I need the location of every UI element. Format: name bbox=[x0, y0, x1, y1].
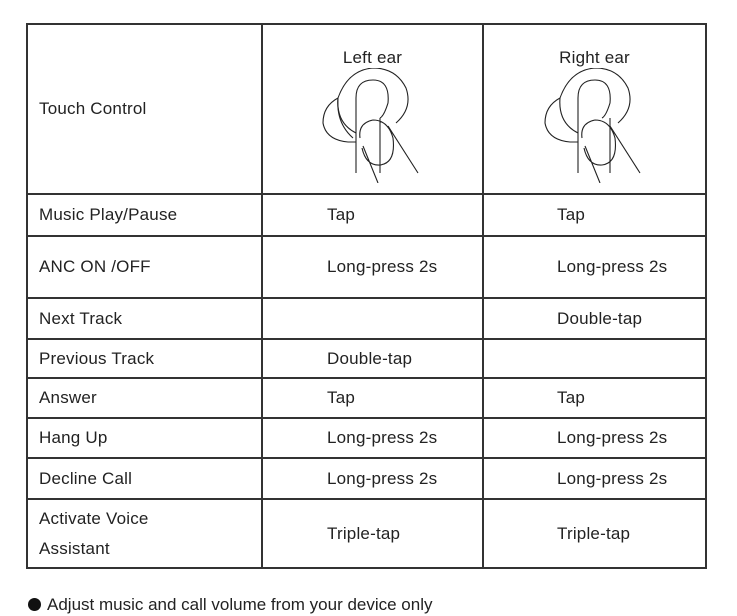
left-ear-cell bbox=[262, 298, 483, 339]
action-cell: Activate Voice Assistant bbox=[27, 499, 262, 568]
left-ear-cell: Triple-tap bbox=[262, 499, 483, 568]
action-cell: Hang Up bbox=[27, 418, 262, 458]
action-cell: Previous Track bbox=[27, 339, 262, 378]
table-row bbox=[27, 499, 706, 568]
note-text: Adjust music and call volume from your device only bbox=[47, 595, 433, 614]
right-ear-cell: Double-tap bbox=[483, 298, 706, 339]
right-ear-cell: Long-press 2s bbox=[483, 418, 706, 458]
right-ear-touch-icon bbox=[540, 68, 650, 183]
table-row bbox=[27, 458, 706, 499]
action-cell: Answer bbox=[27, 378, 262, 418]
header-touch-control: Touch Control bbox=[27, 24, 262, 194]
header-left-ear bbox=[262, 24, 483, 194]
action-cell: Decline Call bbox=[27, 458, 262, 499]
right-ear-cell bbox=[483, 339, 706, 378]
right-ear-cell: Tap bbox=[483, 378, 706, 418]
left-ear-cell: Tap bbox=[262, 194, 483, 236]
volume-note bbox=[28, 595, 433, 615]
right-ear-cell: Tap bbox=[483, 194, 706, 236]
action-cell: ANC ON /OFF bbox=[27, 236, 262, 298]
left-ear-label: Left ear bbox=[342, 48, 403, 67]
left-ear-cell: Long-press 2s bbox=[262, 418, 483, 458]
header-right-ear bbox=[483, 24, 706, 194]
touch-control-table bbox=[26, 23, 707, 569]
table-row bbox=[27, 194, 706, 236]
table-row bbox=[27, 339, 706, 378]
table-header-row bbox=[27, 24, 706, 194]
table-row bbox=[27, 298, 706, 339]
action-cell: Next Track bbox=[27, 298, 262, 339]
right-ear-cell: Long-press 2s bbox=[483, 458, 706, 499]
left-ear-touch-icon bbox=[318, 68, 428, 183]
action-cell: Music Play/Pause bbox=[27, 194, 262, 236]
left-ear-cell: Long-press 2s bbox=[262, 236, 483, 298]
right-ear-cell: Long-press 2s bbox=[483, 236, 706, 298]
bullet-icon bbox=[28, 598, 41, 611]
table-row bbox=[27, 418, 706, 458]
right-ear-label: Right ear bbox=[559, 48, 630, 67]
left-ear-cell: Double-tap bbox=[262, 339, 483, 378]
left-ear-cell: Long-press 2s bbox=[262, 458, 483, 499]
table-row bbox=[27, 236, 706, 298]
right-ear-cell: Triple-tap bbox=[483, 499, 706, 568]
left-ear-cell: Tap bbox=[262, 378, 483, 418]
table-row bbox=[27, 378, 706, 418]
